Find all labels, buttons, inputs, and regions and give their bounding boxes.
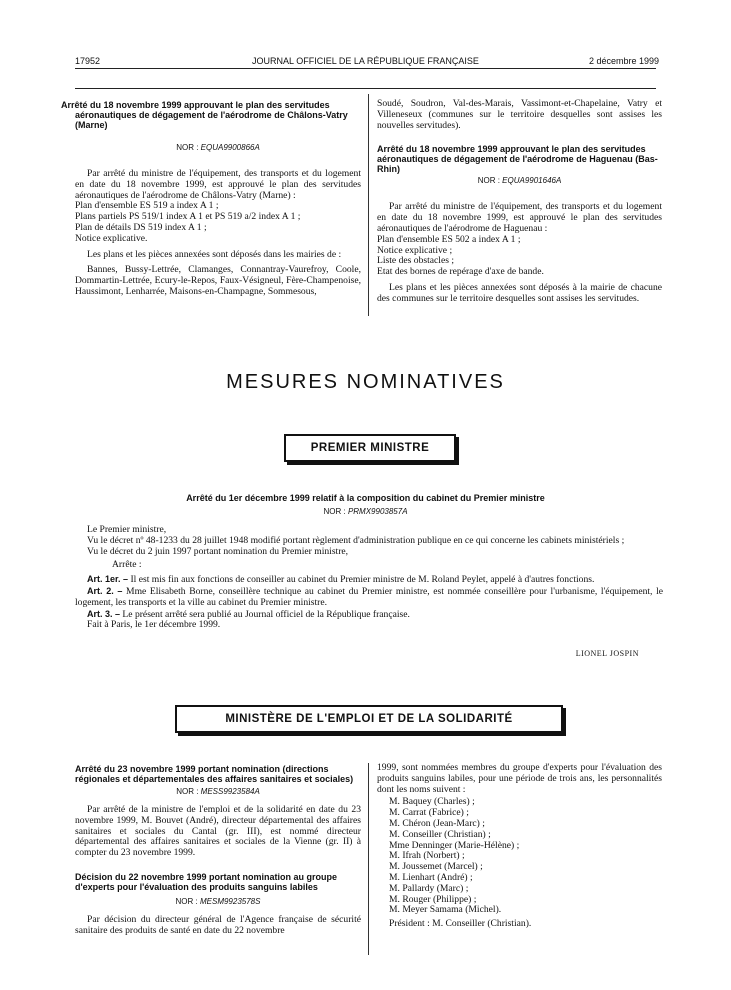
paragraph: Les plans et les pièces annexées sont déposés à la mairie de chacune des communes sur le territoire desquelles sont assises les servitudes. — [377, 281, 662, 304]
nor-reference: NOR : MESS9923584A — [176, 787, 260, 796]
visa-line: Vu le décret nº 48-1233 du 28 juillet 1948 modifié portant règlement d'administration publique en ce qui concerne les cabinets ministériels ; — [87, 534, 625, 546]
page-number: 17952 — [75, 56, 101, 66]
visa-line: Le Premier ministre, — [87, 524, 167, 535]
list-item: Plan de détails DS 519 index A 1 ; — [75, 221, 207, 233]
president-line: Président : M. Conseiller (Christian). — [389, 918, 532, 930]
journal-title: JOURNAL OFFICIEL DE LA RÉPUBLIQUE FRANÇAISE — [252, 56, 479, 66]
top-left-column — [61, 100, 361, 298]
section-heading: MESURES NOMINATIVES — [226, 371, 505, 393]
paragraph: Bannes, Bussy-Lettrée, Clamanges, Connantray-Vaurefroy, Coole, Dommartin-Lettrée, Ecury-le-Repos, Faux-Vésigneul, Fère-Champenoise, Haussimont, Lenharrée, Maisons-en-Champagne, Sommesous, — [75, 264, 361, 297]
member-item: M. Baquey (Charles) ; — [389, 796, 475, 808]
arrete-line: Arrête : — [112, 559, 142, 571]
article-label: Art. 3. – — [87, 608, 121, 619]
list-item: Plan d'ensemble ES 502 a index A 1 ; — [377, 233, 521, 245]
visa-line: Vu le décret du 2 juin 1997 portant nomination du Premier ministre, — [87, 545, 349, 557]
top-rule — [75, 88, 656, 89]
member-item: M. Conseiller (Christian) ; — [389, 828, 491, 840]
article-title: Arrêté du 18 novembre 1999 approuvant le plan des servitudes aéronautiques de dégagement de l'aérodrome de Haguenau (Bas-Rhin) — [377, 144, 658, 175]
ministry-box-emploi: MINISTÈRE DE L'EMPLOI ET DE LA SOLIDARITÉ — [175, 705, 563, 733]
article-text: Mme Elisabeth Borne, conseillère technique au cabinet du Premier ministre, est nommée conseillère pour l'urbanisme, l'équipement, le logement, les transports et la ville au cabinet du Premier ministre. — [75, 585, 663, 608]
paragraph: Les plans et les pièces annexées sont déposés dans les mairies de : — [87, 248, 342, 260]
nor-reference: NOR : EQUA9900866A — [176, 143, 260, 152]
done-line: Fait à Paris, le 1er décembre 1999. — [87, 619, 221, 631]
article-label: Art. 1er. – — [87, 574, 129, 585]
article-text: Le présent arrêté sera publié au Journal officiel de la République française. — [122, 608, 410, 620]
column-divider — [368, 763, 369, 955]
paragraph: Soudé, Soudron, Val-des-Marais, Vassimont-et-Chapelaine, Vatry et Villeneseux (communes sur le territoire desquelles sont assises les nouvelles servitudes). — [377, 98, 662, 131]
nor-reference: NOR : PRMX9903857A — [323, 507, 408, 516]
article-text: Il est mis fin aux fonctions de conseiller au cabinet du Premier ministre de M. Roland Peylet, appelé à d'autres fonctions. — [130, 574, 595, 586]
list-item: Plans partiels PS 519/1 index A 1 et PS 519 a/2 index A 1 ; — [75, 211, 301, 223]
nor-reference: NOR : MESM9923578S — [175, 896, 261, 906]
list-item: Plan d'ensemble ES 519 a index A 1 ; — [75, 200, 219, 212]
paragraph: Par arrêté de la ministre de l'emploi et de la solidarité en date du 23 novembre 1999, M. Bouvet (André), directeur départemental des affaires sanitaires et sociales du Cantal (gr. III), est nommé directeur départemental des affaires sanitaires et sociales de la Vienne (gr. II) à compter du 23 novembre 1999. — [75, 804, 361, 859]
nor-reference: NOR : EQUA9901646A — [477, 176, 562, 186]
list-item: Etat des bornes de repérage d'axe de bande. — [377, 266, 544, 278]
premier-title: Arrêté du 1er décembre 1999 relatif à la composition du cabinet du Premier ministre — [186, 493, 545, 503]
member-item: M. Ifrah (Norbert) ; — [389, 850, 465, 862]
header-rule — [75, 68, 656, 69]
top-right-column — [377, 99, 662, 305]
member-item: M. Pallardy (Marc) ; — [389, 882, 469, 894]
article-label: Art. 2. – — [87, 585, 123, 596]
article-title: Arrêté du 23 novembre 1999 portant nomination (directions régionales et départementales des affaires sanitaires et sociales) — [75, 764, 354, 784]
article-title: Décision du 22 novembre 1999 portant nomination au groupe d'experts pour l'évaluation des produits sanguins labiles — [75, 871, 338, 892]
member-item: M. Chéron (Jean-Marc) ; — [389, 817, 485, 829]
paragraph: Par arrêté du ministre de l'équipement, des transports et du logement en date du 18 novembre 1999, est approuvé le plan des servitudes aéronautiques de l'aérodrome de Châlons-Vatry (Marne) : — [75, 168, 361, 201]
member-item: M. Carrat (Fabrice) ; — [389, 807, 469, 819]
emploi-left-column — [75, 764, 361, 937]
paragraph: Par décision du directeur général de l'Agence française de sécurité sanitaire des produits de santé en date du 22 novembre — [75, 913, 361, 936]
member-item: M. Meyer Samama (Michel). — [389, 904, 502, 916]
list-item: Liste des obstacles ; — [377, 255, 454, 267]
issue-date: 2 décembre 1999 — [588, 56, 659, 66]
article-title: Arrêté du 18 novembre 1999 approuvant le plan des servitudes aéronautiques de dégagement de l'aérodrome de Châlons-Vatry (Marne) — [61, 100, 348, 130]
member-item: M. Rouger (Philippe) ; — [389, 893, 477, 905]
ministry-box-premier: PREMIER MINISTRE — [284, 434, 456, 462]
paragraph: Par arrêté du ministre de l'équipement, des transports et du logement en date du 18 novembre 1999, est approuvé le plan des servitudes aéronautiques de l'aérodrome de Haguenau : — [377, 201, 662, 234]
paragraph: 1999, sont nommées membres du groupe d'experts pour l'évaluation des produits sanguins labiles, pour une période de trois ans, les personnalités dont les noms suivent : — [377, 762, 662, 795]
premier-body — [75, 525, 663, 631]
column-divider — [368, 94, 369, 316]
list-item: Notice explicative ; — [377, 244, 453, 256]
member-item: Mme Denninger (Marie-Hélène) ; — [389, 839, 520, 851]
member-item: M. Joussemet (Marcel) ; — [389, 861, 483, 873]
signature: LIONEL JOSPIN — [575, 649, 639, 658]
emploi-right-column — [377, 763, 662, 930]
list-item: Notice explicative. — [75, 232, 148, 244]
member-item: M. Lienhart (André) ; — [389, 871, 473, 883]
